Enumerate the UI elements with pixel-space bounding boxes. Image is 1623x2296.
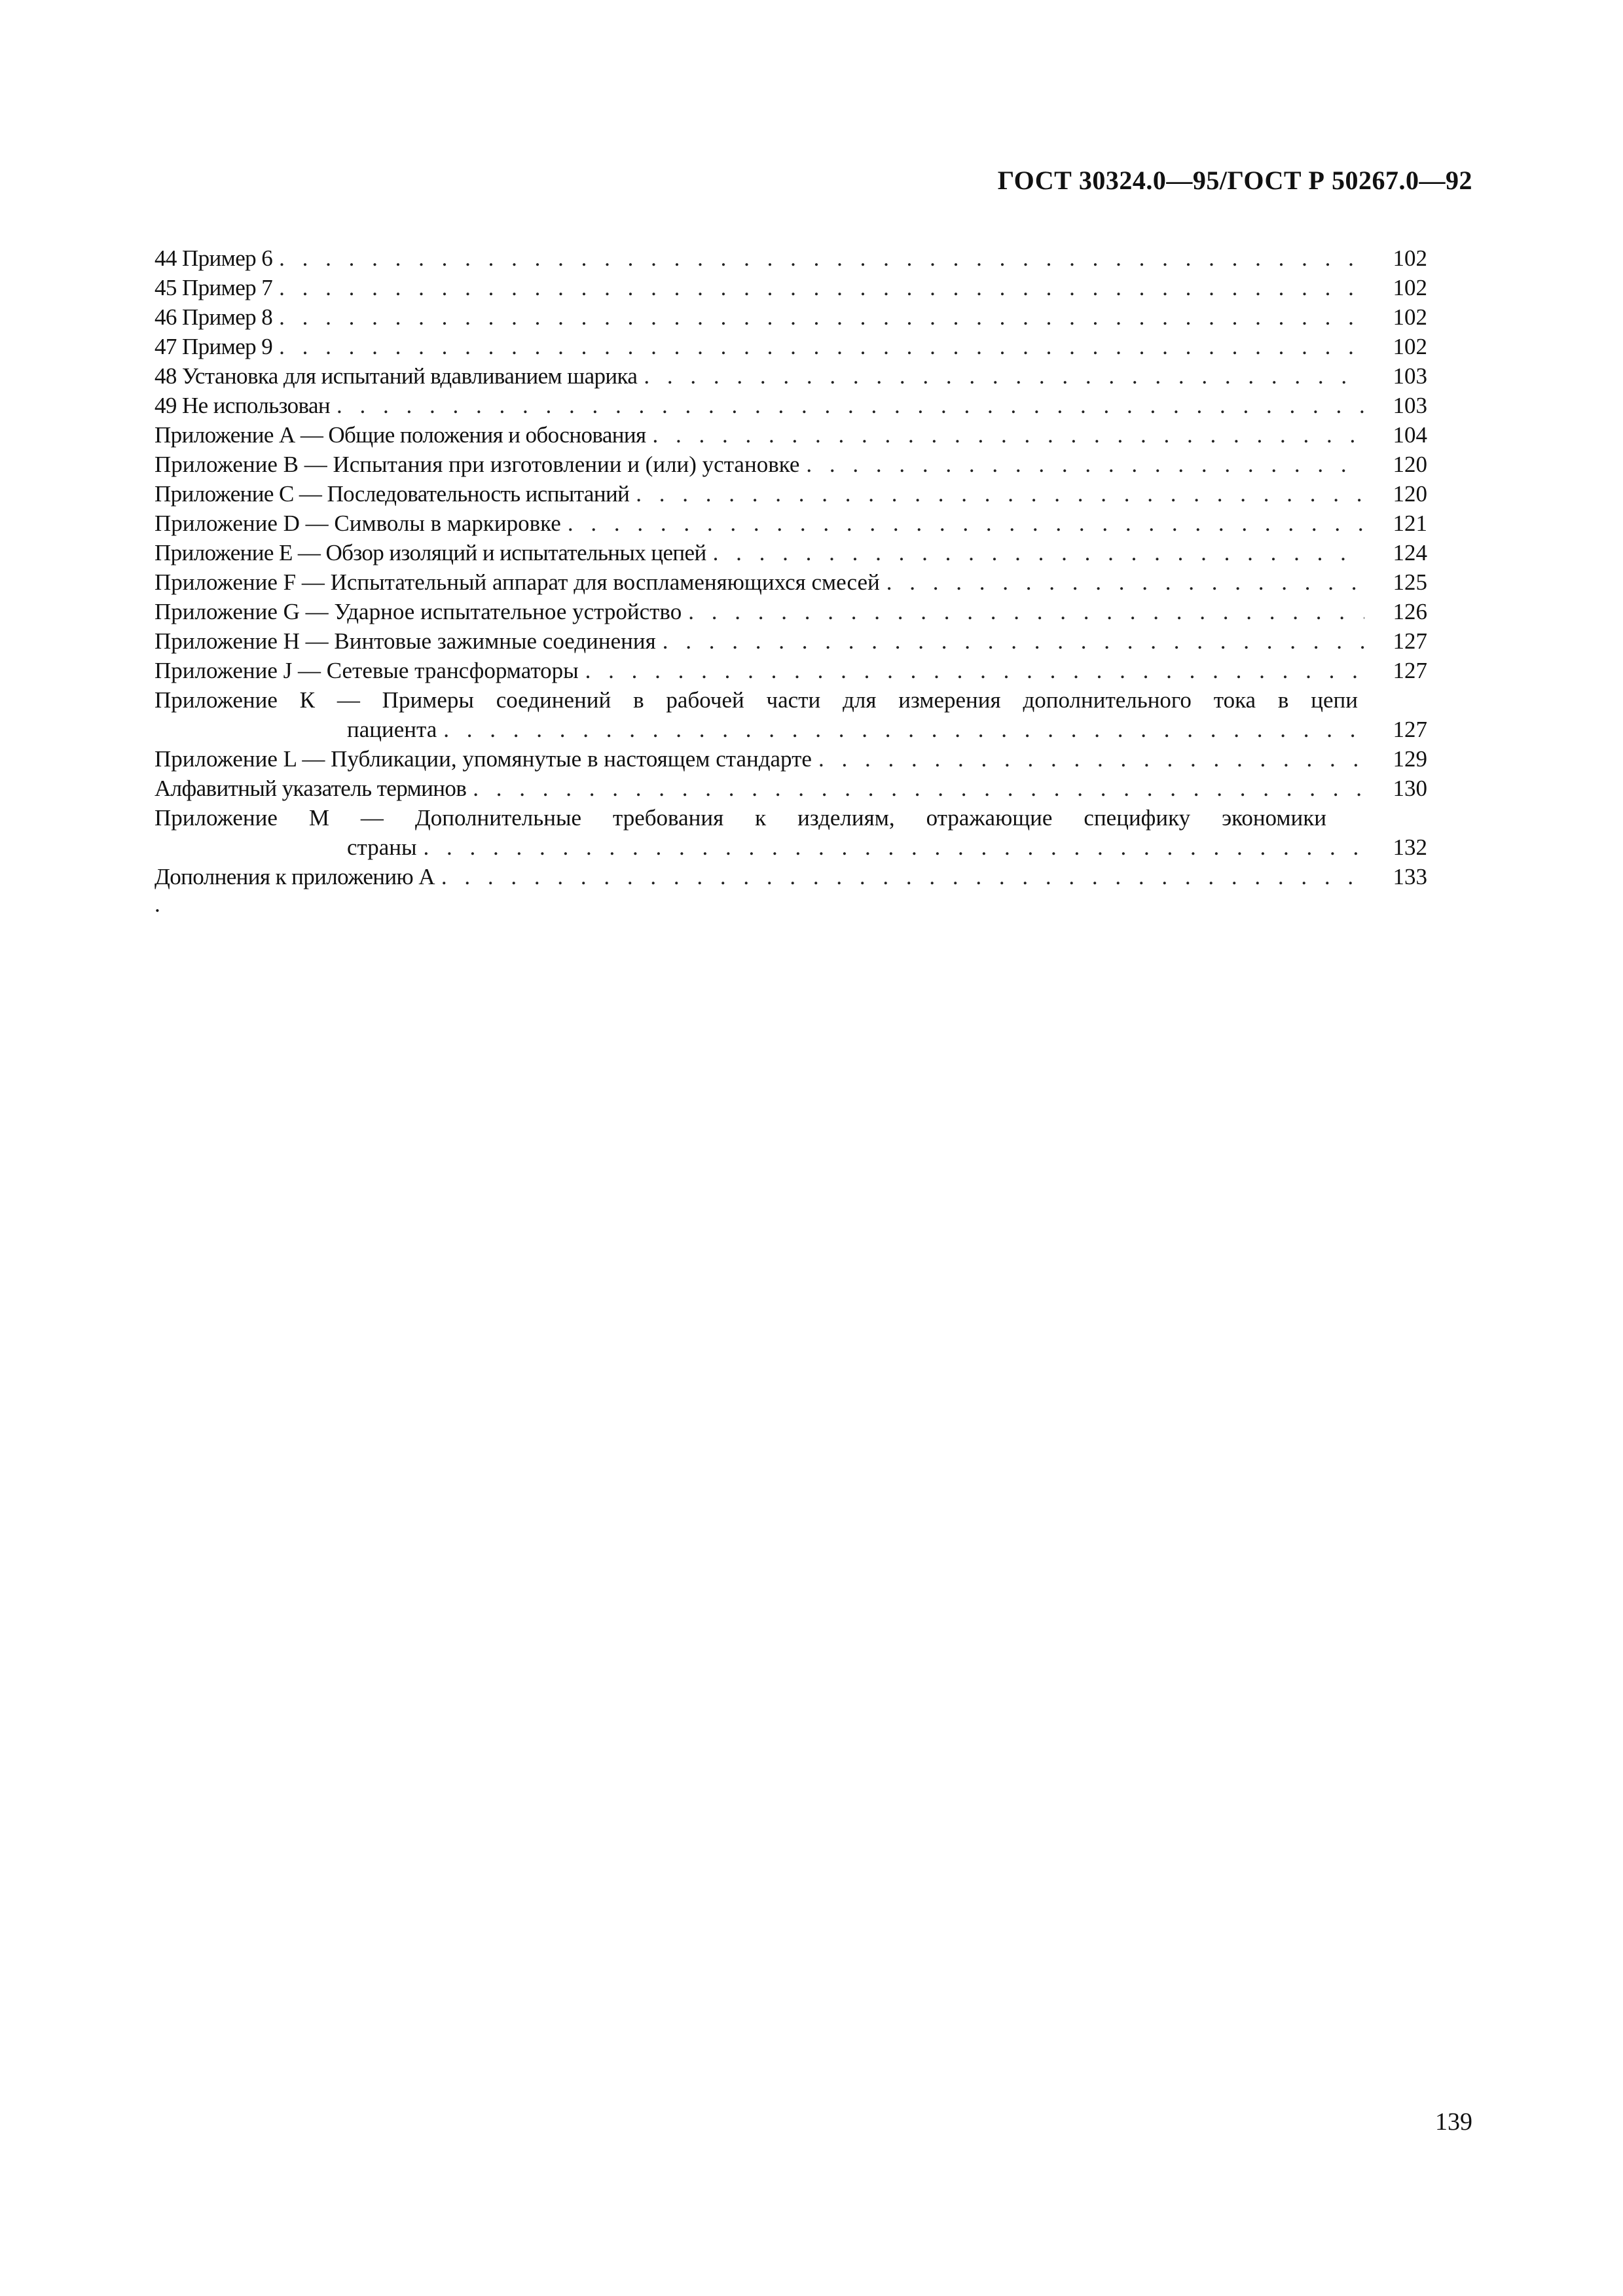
toc-entry-title: Приложение В — Испытания при изготовлении и (или) установке bbox=[155, 452, 800, 477]
toc-dot-leader bbox=[337, 391, 1364, 420]
toc-entry-title: Приложение J — Сетевые трансформаторы bbox=[155, 658, 579, 683]
toc-entry-title: 45 Пример 7 bbox=[155, 275, 273, 300]
toc-entry bbox=[155, 450, 1427, 479]
toc-entry-page: 102 bbox=[1393, 334, 1427, 359]
toc-entry-continuation bbox=[155, 715, 1427, 744]
toc-entry-first-line bbox=[155, 803, 1427, 833]
toc-dot-leader bbox=[653, 420, 1364, 450]
toc-entry bbox=[155, 420, 1427, 450]
toc-entry-title-continued: страны bbox=[347, 834, 417, 860]
toc-entry-page: 133 bbox=[1393, 864, 1427, 889]
toc-entry bbox=[155, 332, 1427, 361]
toc-dot-leader bbox=[473, 774, 1364, 803]
toc-entry bbox=[155, 567, 1427, 597]
toc-dot-leader bbox=[644, 361, 1364, 391]
toc-entry-page: 129 bbox=[1393, 746, 1427, 772]
toc-entry-page: 124 bbox=[1393, 540, 1427, 565]
toc-dot-leader bbox=[279, 273, 1364, 302]
toc-entry-title: Приложение К — Примеры соединений в рабочей части для измерения дополнительного тока в цепи bbox=[155, 687, 1358, 713]
toc-entry-page: 120 bbox=[1393, 481, 1427, 507]
toc-entry-continuation bbox=[155, 833, 1427, 862]
toc-entry bbox=[155, 479, 1427, 509]
toc-entry-title: Приложение М — Дополнительные требования к изделиям, отражающие специфику экономики bbox=[155, 805, 1326, 831]
toc-entry-page: 103 bbox=[1393, 393, 1427, 418]
toc-entry-page: 127 bbox=[1393, 717, 1427, 742]
toc-entry bbox=[155, 391, 1427, 420]
toc-entry-page: 126 bbox=[1393, 599, 1427, 624]
toc-dot-leader bbox=[688, 597, 1364, 626]
toc-dot-leader bbox=[713, 538, 1364, 567]
toc-dot-leader bbox=[279, 243, 1364, 273]
toc-entry-page: 125 bbox=[1393, 569, 1427, 595]
toc-entry bbox=[155, 302, 1427, 332]
toc-entry-title: Приложение D — Символы в маркировке bbox=[155, 511, 561, 536]
toc-dot-leader bbox=[279, 332, 1364, 361]
toc-entry bbox=[155, 273, 1427, 302]
toc-dot-leader bbox=[636, 479, 1364, 509]
toc-dot-leader bbox=[585, 656, 1364, 685]
toc-entry-title: 48 Установка для испытаний вдавливанием шарика bbox=[155, 363, 638, 389]
toc-entry-page: 121 bbox=[1393, 511, 1427, 536]
toc-entry bbox=[155, 744, 1427, 774]
toc-entry-page: 132 bbox=[1393, 834, 1427, 860]
toc-entry-page: 120 bbox=[1393, 452, 1427, 477]
toc-entry bbox=[155, 361, 1427, 391]
toc-dot-leader bbox=[806, 450, 1364, 479]
toc-dot-leader bbox=[818, 744, 1364, 774]
toc-entry-title: 44 Пример 6 bbox=[155, 245, 273, 271]
toc-entry-title: 49 Не использован bbox=[155, 393, 331, 418]
toc-entry-title: Приложение L — Публикации, упомянутые в настоящем стандарте bbox=[155, 746, 812, 772]
toc-dot-leader bbox=[443, 715, 1364, 744]
toc-entry-title: 47 Пример 9 bbox=[155, 334, 273, 359]
toc-entry-title: Алфавитный указатель терминов bbox=[155, 776, 467, 801]
toc-entry bbox=[155, 656, 1427, 685]
toc-entry-title-continued: пациента bbox=[347, 717, 437, 742]
toc-entry-title: 46 Пример 8 bbox=[155, 304, 273, 330]
toc-entry bbox=[155, 774, 1427, 803]
toc-entry bbox=[155, 509, 1427, 538]
toc-entry-title: Приложение С — Последовательность испытаний bbox=[155, 481, 630, 507]
toc-entry-page: 102 bbox=[1393, 304, 1427, 330]
toc-entry-page: 127 bbox=[1393, 658, 1427, 683]
toc-entry bbox=[155, 243, 1427, 273]
toc-entry-first-line bbox=[155, 685, 1427, 715]
toc-entry-page: 130 bbox=[1393, 776, 1427, 801]
toc-entry bbox=[155, 538, 1427, 567]
toc-dot-leader bbox=[568, 509, 1364, 538]
toc-entry-title: Приложение Е — Обзор изоляций и испытательных цепей bbox=[155, 540, 706, 565]
toc-entry-title: Приложение Н — Винтовые зажимные соединения bbox=[155, 628, 656, 654]
toc-entry-page: 102 bbox=[1393, 245, 1427, 271]
stray-dot-mark: . bbox=[155, 891, 160, 917]
toc-entry-title: Приложение А — Общие положения и обоснования bbox=[155, 422, 646, 448]
toc-entry-page: 127 bbox=[1393, 628, 1427, 654]
table-of-contents bbox=[155, 243, 1427, 891]
toc-dot-leader bbox=[279, 302, 1364, 332]
toc-entry-title: Приложение G — Ударное испытательное устройство bbox=[155, 599, 682, 624]
toc-entry-page: 104 bbox=[1393, 422, 1427, 448]
toc-dot-leader bbox=[663, 626, 1364, 656]
page-number: 139 bbox=[1435, 2108, 1472, 2136]
toc-entry-title: Приложение F — Испытательный аппарат для воспламеняющихся смесей bbox=[155, 569, 880, 595]
toc-entry bbox=[155, 597, 1427, 626]
toc-entry-title: Дополнения к приложению А bbox=[155, 864, 435, 889]
toc-entry bbox=[155, 626, 1427, 656]
toc-entry bbox=[155, 862, 1427, 891]
toc-entry-page: 103 bbox=[1393, 363, 1427, 389]
toc-dot-leader bbox=[424, 833, 1364, 862]
toc-dot-leader bbox=[886, 567, 1364, 597]
toc-entry-page: 102 bbox=[1393, 275, 1427, 300]
document-code-header: ГОСТ 30324.0—95/ГОСТ Р 50267.0—92 bbox=[997, 166, 1472, 195]
toc-dot-leader bbox=[441, 862, 1364, 891]
